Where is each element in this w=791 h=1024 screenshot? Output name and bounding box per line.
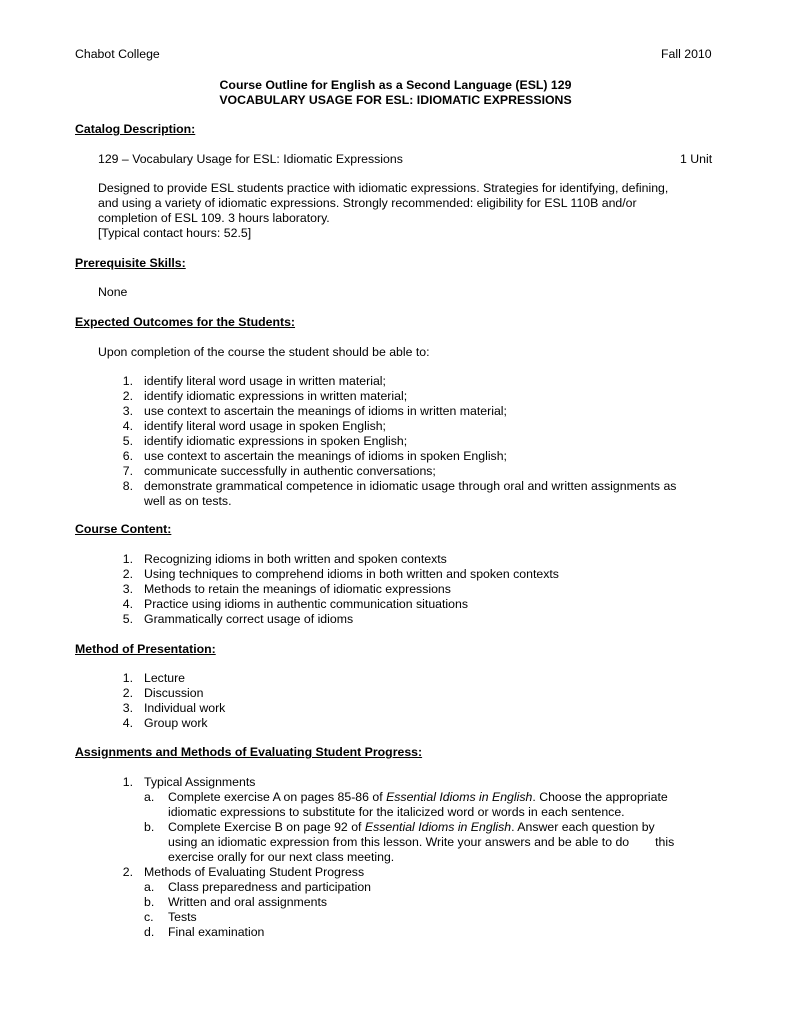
header-term: Fall 2010 xyxy=(661,47,712,61)
assignments-list xyxy=(119,775,255,790)
catalog-description-line-3: completion of ESL 109. 3 hours laboratory. xyxy=(98,211,330,225)
outcomes-heading: Expected Outcomes for the Students: xyxy=(75,315,296,329)
header-college: Chabot College xyxy=(75,47,160,61)
list-item: 7. communicate successfully in authentic conversations; xyxy=(122,464,436,478)
evaluation-methods-list xyxy=(144,880,371,940)
outcomes-list xyxy=(119,374,676,509)
list-item: a. Class preparedness and participation xyxy=(144,880,372,894)
list-item: 2. Discussion xyxy=(122,686,204,700)
list-item: 3. Methods to retain the meanings of idiomatic expressions xyxy=(122,582,451,596)
list-item: 3. Individual work xyxy=(122,701,226,715)
list-item: 2. identify idiomatic expressions in written material; xyxy=(122,389,408,403)
presentation-list xyxy=(119,671,225,731)
list-item: 2. Methods of Evaluating Student Progress xyxy=(122,865,365,879)
prerequisite-heading: Prerequisite Skills: xyxy=(75,256,186,270)
list-item: d. Final examination xyxy=(144,925,265,939)
list-item: 1. Recognizing idioms in both written and spoken contexts xyxy=(122,552,447,566)
typical-assignments-list xyxy=(144,790,674,865)
presentation-heading: Method of Presentation: xyxy=(75,642,216,656)
evaluation-list xyxy=(119,865,364,880)
list-item: 5. identify idiomatic expressions in spoken English; xyxy=(122,434,408,448)
list-item: 4. Group work xyxy=(122,716,208,730)
list-item: 4. identify literal word usage in spoken English; xyxy=(122,419,386,433)
list-item: 6. use context to ascertain the meanings of idioms in spoken English; xyxy=(122,449,507,463)
list-item: 4. Practice using idioms in authentic communication situations xyxy=(122,597,468,611)
list-item: 2. Using techniques to comprehend idioms in both written and spoken contexts xyxy=(122,567,559,581)
book-title: Essential Idioms in English xyxy=(386,790,533,804)
list-item: c. Tests xyxy=(144,910,197,924)
list-item: 8. demonstrate grammatical competence in idiomatic usage through oral and written assignments as well as on tests. xyxy=(122,479,677,508)
catalog-contact-hours: [Typical contact hours: 52.5] xyxy=(98,226,252,240)
list-item: 1. Typical Assignments xyxy=(122,775,256,789)
list-item: 3. use context to ascertain the meanings of idioms in written material; xyxy=(122,404,507,418)
catalog-description-line-2: and using a variety of idiomatic expressions. Strongly recommended: eligibility for ESL 110B and/or xyxy=(98,196,637,210)
catalog-heading: Catalog Description: xyxy=(75,122,196,136)
content-list xyxy=(119,552,559,627)
list-item: 1. identify literal word usage in written material; xyxy=(122,374,386,388)
list-item: 1. Lecture xyxy=(122,671,186,685)
title-line-1: Course Outline for English as a Second Language (ESL) 129 xyxy=(219,78,572,92)
catalog-units: 1 Unit xyxy=(680,152,713,166)
book-title: Essential Idioms in English xyxy=(364,820,512,834)
catalog-description-line-1: Designed to provide ESL students practice with idiomatic expressions. Strategies for identifying, defining, xyxy=(98,181,669,195)
outcomes-intro: Upon completion of the course the student should be able to: xyxy=(98,345,430,359)
assignments-heading: Assignments and Methods of Evaluating Student Progress: xyxy=(75,745,423,759)
list-item: a. Complete exercise A on pages 85-86 of Essential Idioms in English. Choose the appropriate idiomatic expressions to substitute for the italicized word or words in each sentence. xyxy=(144,790,668,819)
prerequisite-value: None xyxy=(98,285,128,299)
list-item: b. Written and oral assignments xyxy=(144,895,328,909)
list-item: 5. Grammatically correct usage of idioms xyxy=(122,612,354,626)
title-line-2: VOCABULARY USAGE FOR ESL: IDIOMATIC EXPRESSIONS xyxy=(219,93,572,107)
catalog-course-line: 129 – Vocabulary Usage for ESL: Idiomatic Expressions xyxy=(98,152,403,166)
list-item: b. Complete Exercise B on page 92 of Essential Idioms in English. Answer each question by using an idiomatic expression from this lesson. Write your answers and be able to do this exercise orally for our next class meeting. xyxy=(144,820,675,864)
content-heading: Course Content: xyxy=(75,522,172,536)
